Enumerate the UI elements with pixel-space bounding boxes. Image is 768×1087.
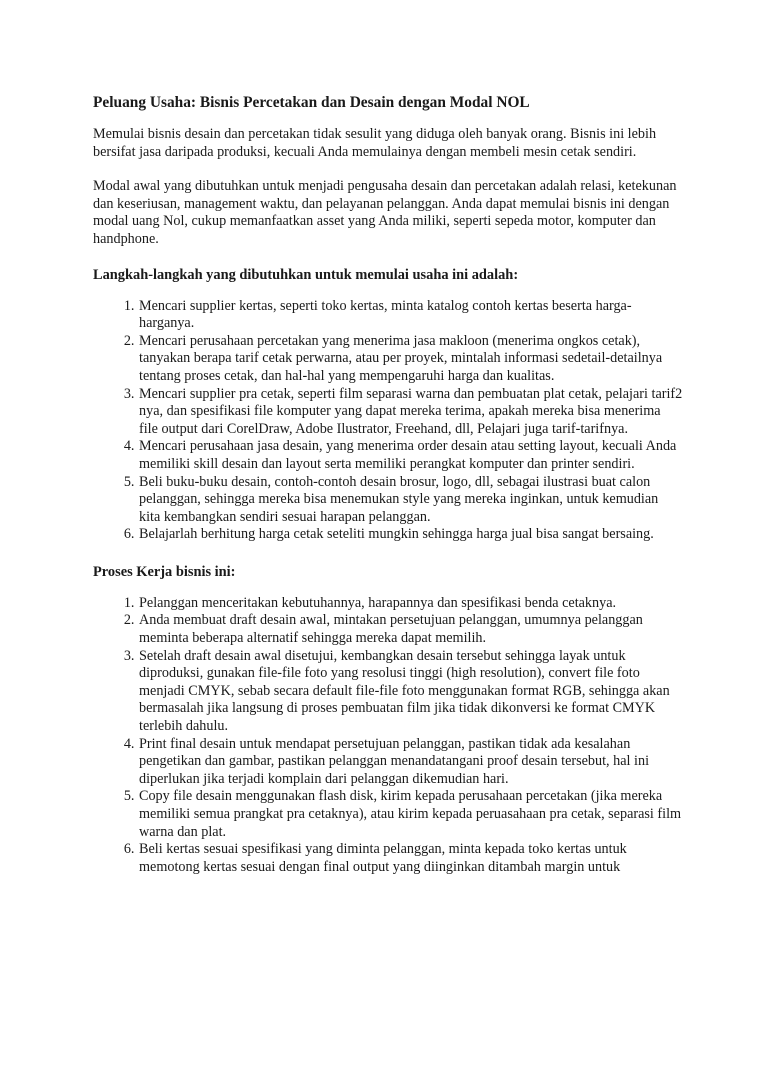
list-item: 6. Belajarlah berhitung harga cetak seteliti mungkin sehingga harga jual bisa sangat bersaing.: [138, 526, 683, 544]
intro-paragraph: Modal awal yang dibutuhkan untuk menjadi pengusaha desain dan percetakan adalah relasi, ketekunan dan keseriusan, management waktu, dan pelayanan pelanggan. Anda dapat memulai bisnis ini dengan modal uang Nol, cukup memanfaatkan asset yang Anda miliki, seperti sepeda motor, komputer dan handphone.: [93, 178, 677, 247]
list-item: 3. Setelah draft desain awal disetujui, kembangkan desain tersebut sehingga layak untuk diproduksi, gunakan file-file foto yang resolusi tinggi (high resolution), convert file foto menjadi CMYK, sebab secara default file-file foto menggunakan format RGB, sehingga akan bermasalah jika langsung di proses pembuatan film jika tidak dikonversi ke format CMYK terlebih dahulu.: [138, 648, 683, 736]
list-item: 3. Mencari supplier pra cetak, seperti film separasi warna dan pembuatan plat cetak, pelajari tarif2 nya, dan spesifikasi file komputer yang dapat mereka terima, apakah mereka bisa menerima file output dari CorelDraw, Adobe Ilustrator, Freehand, dll, Pelajari juga tarif-tarifnya.: [138, 386, 683, 439]
list-item: 1. Mencari supplier kertas, seperti toko kertas, minta katalog contoh kertas beserta harga-harganya.: [138, 298, 683, 333]
steps-list: [93, 298, 683, 544]
list-item: 1. Pelanggan menceritakan kebutuhannya, harapannya dan spesifikasi benda cetaknya.: [138, 595, 683, 613]
list-item: 6. Beli kertas sesuai spesifikasi yang diminta pelanggan, minta kepada toko kertas untuk memotong kertas sesuai dengan final output yang diinginkan ditambah margin untuk: [138, 841, 683, 876]
list-item: 5. Copy file desain menggunakan flash disk, kirim kepada perusahaan percetakan (jika mereka memiliki semua prangkat pra cetaknya), atau kirim kepada peruasahaan pra cetak, separasi film warna dan plat.: [138, 788, 683, 841]
list-item: 5. Beli buku-buku desain, contoh-contoh desain brosur, logo, dll, sebagai ilustrasi buat calon pelanggan, sehingga mereka bisa menemukan style yang mereka inginkan, untuk kemudian kita kembangkan sendiri sesuai harapan pelanggan.: [138, 474, 683, 527]
list-item: 2. Anda membuat draft desain awal, mintakan persetujuan pelanggan, umumnya pelanggan meminta beberapa alternatif sehingga mereka dapat memilih.: [138, 612, 683, 647]
document-page: [93, 94, 683, 895]
process-list: [93, 595, 683, 877]
intro-paragraph: Memulai bisnis desain dan percetakan tidak sesulit yang diduga oleh banyak orang. Bisnis ini lebih bersifat jasa daripada produksi, kecuali Anda memulainya dengan membeli mesin cetak sendiri.: [93, 126, 657, 160]
process-heading: Proses Kerja bisnis ini:: [93, 563, 236, 580]
document-title: Peluang Usaha: Bisnis Percetakan dan Desain dengan Modal NOL: [93, 94, 530, 111]
list-item: 4. Mencari perusahaan jasa desain, yang menerima order desain atau setting layout, kecuali Anda memiliki skill desain dan layout serta memiliki perangkat komputer dan printer sendiri.: [138, 438, 683, 473]
list-item: 4. Print final desain untuk mendapat persetujuan pelanggan, pastikan tidak ada kesalahan pengetikan dan gambar, pastikan pelanggan menandatangani proof desain tersebut, hal ini diperlukan jika terjadi komplain dari pelanggan dikemudian hari.: [138, 736, 683, 789]
steps-heading: Langkah-langkah yang dibutuhkan untuk memulai usaha ini adalah:: [93, 266, 519, 283]
list-item: 2. Mencari perusahaan percetakan yang menerima jasa makloon (menerima ongkos cetak), tanyakan berapa tarif cetak perwarna, atau per proyek, mintalah informasi sedetail-detailnya tentang proses cetak, dan hal-hal yang mempengaruhi harga dan kualitas.: [138, 333, 683, 386]
